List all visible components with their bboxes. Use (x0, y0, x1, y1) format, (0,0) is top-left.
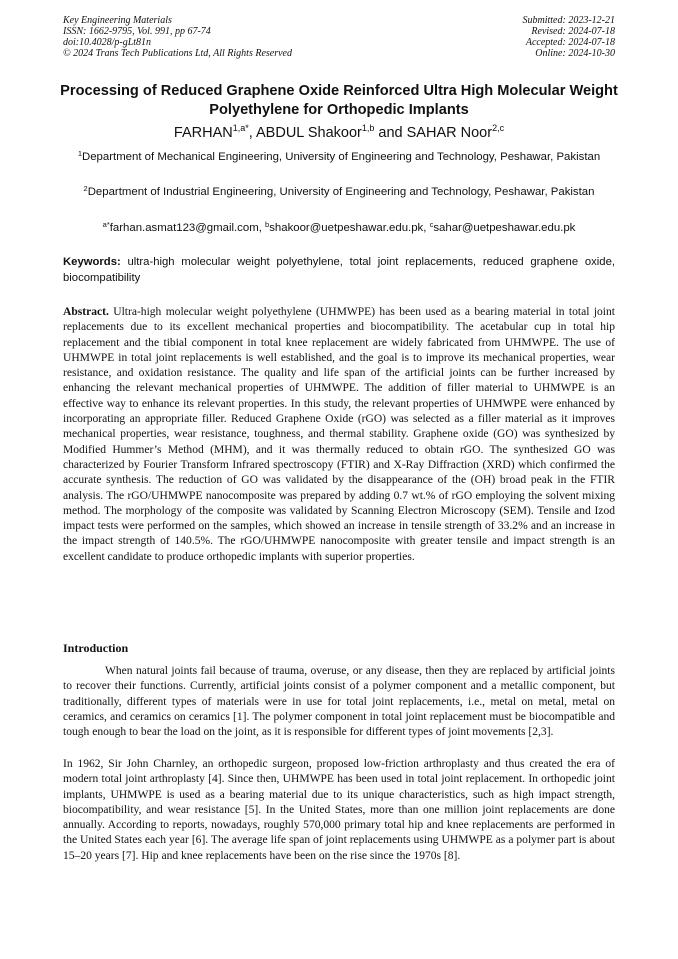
affiliation-superscript: 2 (83, 184, 88, 193)
affiliation-text: Department of Mechanical Engineering, University of Engineering and Technology, Peshawar, Pakistan (82, 151, 601, 163)
introduction-paragraph-1: When natural joints fail because of trauma, overuse, or any disease, then they are replaced by artificial joints to recover their functions. Currently, artificial joints consist of a polymer component and a metallic component, but traditionally, different types of materials were in use for total joint replacements, i.e., metal on metal, metal on ceramics, and ceramics on ceramics [1]. The polymer component in total joint replacement must be biocompatible and tough enough to bear the load on the joint, as it is responsible for different types of joint movements [2,3]. (63, 665, 615, 739)
journal-header-left (63, 15, 292, 59)
abstract-text: Ultra-high molecular weight polyethylene (UHMWPE) has been used as a bearing material in total joint replacements due to its excellent mechanical properties and biocompatibility. The acetabular cup in total hip replacement and the tibial component in total knee replacement are widely fabricated from UHMWPE. The use of UHMWPE in total joint replacements is well established, and the goal is to improve its mechanical properties, wear resistance, and oxidation resistance. The quality and life span of the artificial joints can be further increased by enhancing the relevant mechanical properties of UHMWPE. The addition of filler material to UHMWPE is an effective way to enhance its relevant properties. In this study, the relevant properties of UHMWPE were enhanced by incorporating an appropriate filler. Reduced Graphene Oxide (rGO) was selected as a filler material as it improves mechanical properties, wear resistance, toughness, and thermal stability. Graphene oxide (GO) was synthesized by Modified Hummer’s Method (MHM), and it was thermally reduced to obtain rGO. The synthesized GO was characterized by Fourier Transform Infrared spectroscopy (FTIR) and X-Ray Diffraction (XRD) which confirmed the accurate synthesis. The reduction of GO was validated by the disappearance of the (OH) broad peak in the FTIR analysis. The rGO/UHMWPE nanocomposite was prepared by adding 0.7 wt.% of rGO employing the solvent mixing method. The morphology of the composite was validated by Scanning Electron Microscopy (SEM). Tensile and Izod impact tests were performed on the samples, which showed an increase in tensile strength of 33.2% and an increase in the impact strength of 140.5%. The rGO/UHMWPE nanocomposite with greater tensile and impact strength is an excellent candidate to produce orthopedic implants with superior properties. (63, 306, 615, 563)
keywords-text: ultra-high molecular weight polyethylene, total joint replacements, reduced graphene oxide, biocompatibility (63, 256, 615, 284)
paper-title: Processing of Reduced Graphene Oxide Reinforced Ultra High Molecular Weight Polyethylene for Orthopedic Implants (60, 83, 618, 118)
issn-line: ISSN: 1662-9795, Vol. 991, pp 67-74 (63, 26, 211, 37)
email-superscript: a* (102, 220, 110, 229)
author-superscript: 1,b (361, 123, 375, 133)
online-date: Online: 2024-10-30 (535, 48, 615, 59)
copyright-line: © 2024 Trans Tech Publications Ltd, All Rights Reserved (63, 48, 292, 59)
keywords-block (63, 255, 615, 286)
author-emails (60, 220, 618, 236)
author-list (60, 124, 618, 142)
abstract-block (63, 305, 615, 565)
affiliation-text: Department of Industrial Engineering, University of Engineering and Technology, Peshawar, Pakistan (87, 186, 595, 198)
email-address: sahar@uetpeshawar.edu.pk (433, 222, 576, 234)
keywords-label: Keywords: (63, 256, 121, 268)
accepted-date: Accepted: 2024-07-18 (525, 37, 615, 48)
introduction-heading: Introduction (63, 641, 129, 655)
author-separator: , (248, 125, 257, 141)
author-superscript: 2,c (492, 123, 505, 133)
email-superscript: c (429, 220, 434, 229)
author-name: SAHAR Noor (406, 125, 493, 141)
author-name: FARHAN (173, 125, 233, 141)
submitted-date: Submitted: 2023-12-21 (522, 15, 615, 26)
affiliation-superscript: 1 (77, 149, 82, 158)
abstract-label: Abstract. (63, 306, 109, 318)
doi-line: doi:10.4028/p-gLt81n (63, 37, 152, 48)
author-superscript: 1,a* (232, 123, 249, 133)
email-address: shakoor@uetpeshawar.edu.pk, (269, 222, 430, 234)
author-separator: and (374, 125, 407, 141)
email-address: farhan.asmat123@gmail.com, (109, 222, 266, 234)
introduction-paragraph-2: In 1962, Sir John Charnley, an orthopedic surgeon, proposed low-friction arthroplasty and thus created the era of modern total joint arthroplasty [4]. Since then, UHMWPE has been used in total joint replacement. In orthopedic joint implants, UHMWPE is used as a bearing material due to its unique characteristics, such as high impact strength, biocompatibility, and wear resistance [5]. In the United States, more than one million joint replacements are done annually. According to reports, nowadays, roughly 570,000 primary total hip and knee replacements are performed in the United States each year [6]. The average life span of joint replacements using UHMWPE as a polymer part is about 15–20 years [7]. Hip and knee replacements have been on the rise since the 1970s [8]. (63, 758, 615, 862)
affiliation-2 (60, 184, 618, 200)
journal-name: Key Engineering Materials (63, 15, 172, 26)
email-superscript: b (265, 220, 270, 229)
affiliation-1 (60, 149, 618, 165)
author-name: ABDUL Shakoor (256, 125, 362, 141)
journal-header-right (523, 15, 616, 59)
revised-date: Revised: 2024-07-18 (531, 26, 615, 37)
